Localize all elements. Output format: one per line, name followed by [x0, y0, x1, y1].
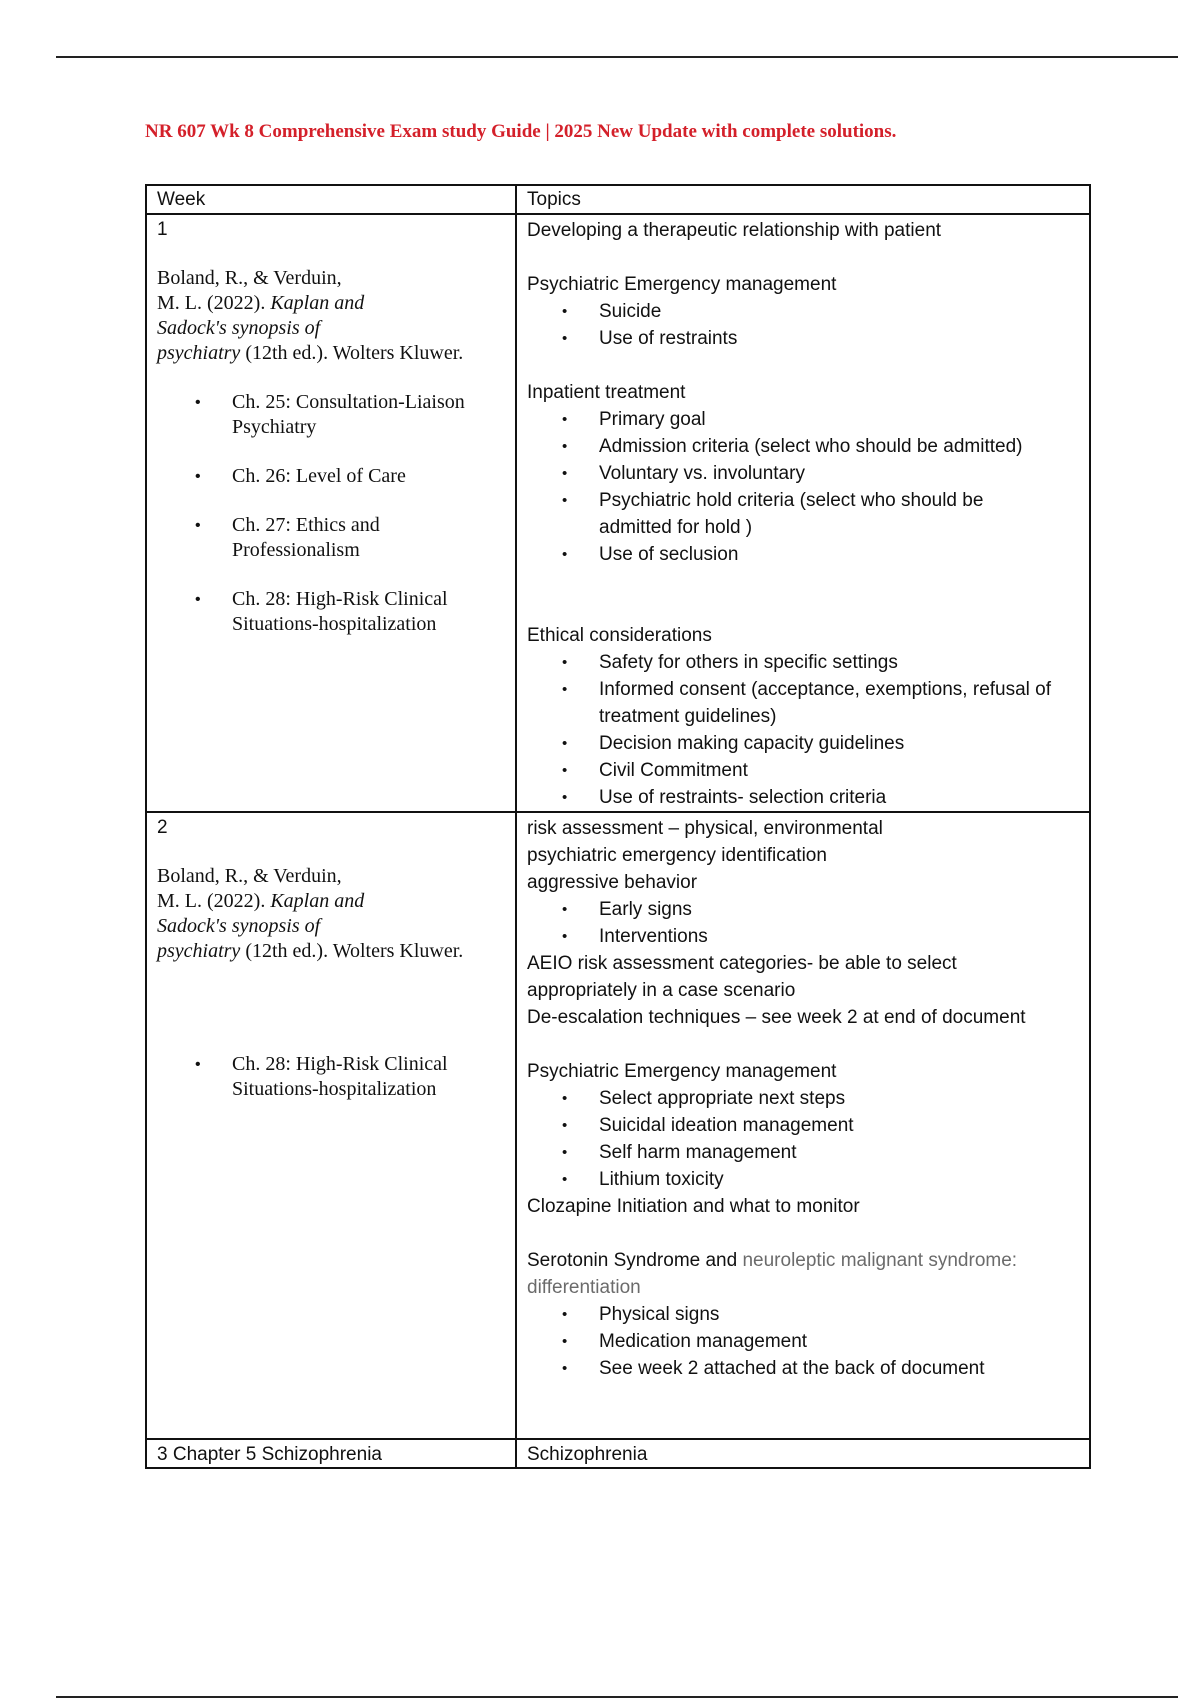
bottom-rule — [56, 1696, 1178, 1698]
week-1-topics-cell — [516, 214, 1090, 812]
list-item: • Physical signs — [562, 1301, 1079, 1328]
week-number: 1 — [157, 219, 168, 240]
document-title: NR 607 Wk 8 Comprehensive Exam study Guide | 2025 New Update with complete solutions. — [145, 121, 897, 142]
chapter-list — [147, 390, 515, 637]
list-item: • Interventions — [562, 923, 1079, 950]
list-item: • Voluntary vs. involuntary — [562, 460, 1079, 487]
list-item: • Self harm management — [562, 1139, 1079, 1166]
topic-intro: Developing a therapeutic relationship with patient — [527, 220, 942, 241]
topic-identification: psychiatric emergency identification — [527, 845, 827, 866]
topic-heading: Ethical considerations — [527, 625, 712, 646]
week-number: 2 — [157, 817, 168, 838]
topic-aeio-cont: appropriately in a case scenario — [527, 980, 796, 1001]
list-item: • Decision making capacity guidelines — [562, 730, 1079, 757]
list-item: • Civil Commitment — [562, 757, 1079, 784]
list-item: • See week 2 attached at the back of document — [562, 1355, 1079, 1382]
list-item: • Ch. 25: Consultation-Liaison Psychiatry — [195, 390, 487, 440]
chapter-list — [147, 1052, 515, 1102]
study-guide-table — [145, 184, 1091, 1469]
list-item: • Use of seclusion — [562, 541, 1079, 568]
reference-citation: Boland, R., & Verduin, M. L. (2022). Kaplan and Sadock's synopsis of psychiatry (12th ed.). Wolters Kluwer. — [157, 267, 464, 364]
list-item: • Suicide — [562, 298, 1079, 325]
week-1-cell — [146, 214, 516, 812]
week-3-cell: 3 Chapter 5 Schizophrenia — [146, 1439, 516, 1468]
list-item: • Admission criteria (select who should be admitted) — [562, 433, 1079, 460]
table-row-week-1 — [146, 214, 1090, 812]
top-rule — [56, 56, 1178, 58]
topic-heading: Inpatient treatment — [527, 382, 686, 403]
list-item: • Primary goal — [562, 406, 1079, 433]
topic-list — [527, 1085, 1079, 1193]
week-3-topics-cell: Schizophrenia — [516, 1439, 1090, 1468]
topic-clozapine: Clozapine Initiation and what to monitor — [527, 1196, 860, 1217]
list-item: • Ch. 26: Level of Care — [195, 464, 515, 489]
list-item: • Lithium toxicity — [562, 1166, 1079, 1193]
reference-citation: Boland, R., & Verduin, M. L. (2022). Kaplan and Sadock's synopsis of psychiatry (12th ed.). Wolters Kluwer. — [157, 865, 464, 962]
list-item: • Select appropriate next steps — [562, 1085, 1079, 1112]
topic-list — [527, 298, 1079, 352]
topic-heading: aggressive behavior — [527, 872, 698, 893]
topic-aeio: AEIO risk assessment categories- be able to select — [527, 953, 957, 974]
list-item: • Ch. 28: High-Risk Clinical Situations-hospitalization — [195, 587, 487, 637]
list-item: • Use of restraints — [562, 325, 1079, 352]
topic-heading: Psychiatric Emergency management — [527, 274, 837, 295]
table-row-week-2 — [146, 812, 1090, 1439]
list-item: • Psychiatric hold criteria (select who should be admitted for hold ) — [562, 487, 1009, 541]
list-item: • Informed consent (acceptance, exemptions, refusal of treatment guidelines) — [562, 676, 1069, 730]
list-item: • Ch. 27: Ethics and Professionalism — [195, 513, 432, 563]
topic-risk: risk assessment – physical, environmental — [527, 818, 883, 839]
list-item: • Suicidal ideation management — [562, 1112, 1079, 1139]
list-item: • Safety for others in specific settings — [562, 649, 1079, 676]
list-item: • Use of restraints- selection criteria — [562, 784, 1079, 811]
topic-heading: Serotonin Syndrome and neuroleptic malignant syndrome: differentiation — [527, 1250, 1018, 1298]
week-column-header: Week — [146, 185, 516, 214]
topic-list — [527, 896, 1079, 950]
topic-deescalation: De-escalation techniques – see week 2 at end of document — [527, 1007, 1026, 1028]
table-row-week-3 — [146, 1439, 1090, 1468]
week-2-topics-cell — [516, 812, 1090, 1439]
topic-list — [527, 1301, 1079, 1382]
topics-column-header: Topics — [516, 185, 1090, 214]
list-item: • Early signs — [562, 896, 1079, 923]
list-item: • Ch. 28: High-Risk Clinical Situations-hospitalization — [195, 1052, 487, 1102]
week-2-cell — [146, 812, 516, 1439]
topic-heading: Psychiatric Emergency management — [527, 1061, 837, 1082]
topic-list — [527, 406, 1079, 568]
table-header-row — [146, 185, 1090, 214]
list-item: • Medication management — [562, 1328, 1079, 1355]
topic-list — [527, 649, 1079, 811]
